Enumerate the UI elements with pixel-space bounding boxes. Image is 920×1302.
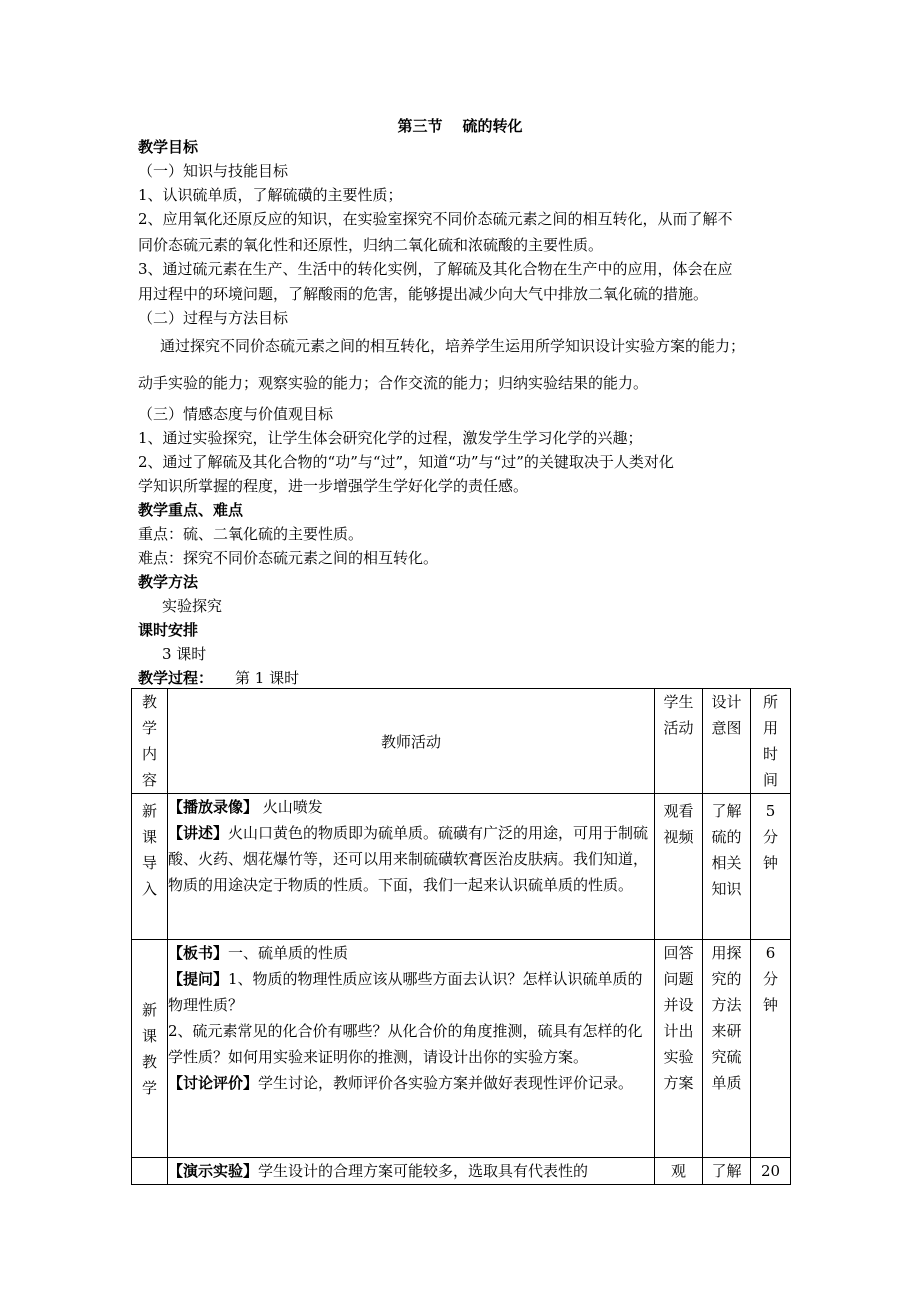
row2-time: 6分钟: [751, 940, 791, 1158]
row1-line2: 【讲述】火山口黄色的物质即为硫单质。硫磺有广泛的用途，可用于制硫酸、火药、烟花爆竹等，还可以用来制硫磺软膏医治皮肤病。我们知道，物质的用途决定于物质的性质。下面，我们一起来认识硫单质的性质。: [168, 824, 649, 894]
process-heading-label: 教学过程：: [138, 669, 214, 687]
process-text-b: 动手实验的能力；观察实验的能力；合作交流的能力；归纳实验结果的能力。: [138, 374, 649, 392]
row3-student-activity: 观: [655, 1158, 703, 1185]
section-title: 硫的转化: [462, 117, 523, 135]
table-row: [132, 794, 791, 940]
teaching-process-table: [131, 688, 791, 1185]
row2-content: 新课教学: [132, 940, 168, 1158]
knowledge-item-2b: 同价态硫元素的氧化性和还原性，归纳二氧化硫和浓硫酸的主要性质。: [138, 236, 604, 254]
key-points-heading: 教学重点、难点: [138, 501, 244, 519]
schedule-value: 3 课时: [162, 645, 207, 663]
knowledge-item-3a: 3、通过硫元素在生产、生活中的转化实例，了解硫及其化合物在生产中的应用，体会在应: [138, 260, 733, 278]
row2-design-intent: 用探究的方法来研究硫单质: [703, 940, 751, 1158]
row1-line1: 【播放录像】 火山喷发: [168, 798, 323, 816]
row3-time: 20: [751, 1158, 791, 1185]
key-point: 重点：硫、二氧化硫的主要性质。: [138, 525, 364, 543]
table-header-row: [132, 689, 791, 794]
row1-content: 新课导入: [132, 794, 168, 940]
difficult-point: 难点：探究不同价态硫元素之间的相互转化。: [138, 549, 439, 567]
page-title: [0, 115, 920, 136]
row2-line4: 【讨论评价】学生讨论，教师评价各实验方案并做好表现性评价记录。: [168, 1074, 634, 1092]
row3-design-intent: 了解: [703, 1158, 751, 1185]
table-row: [132, 1158, 791, 1185]
header-teacher-activity: 教师活动: [168, 689, 655, 794]
row3-content: [132, 1158, 168, 1185]
schedule-heading: 课时安排: [138, 621, 199, 639]
objectives-heading: 教学目标: [138, 138, 199, 156]
header-student-activity: 学生活动: [655, 689, 703, 794]
row1-teacher-activity: [168, 794, 655, 940]
table-row: [132, 940, 791, 1158]
section-number: 第三节: [397, 117, 443, 135]
knowledge-item-1: 1、认识硫单质，了解硫磺的主要性质；: [138, 186, 403, 204]
row2-line1: 【板书】一、硫单质的性质: [168, 944, 349, 962]
header-time: 所用时间: [751, 689, 791, 794]
header-content: 教学内容: [132, 689, 168, 794]
process-heading: （二）过程与方法目标: [138, 309, 289, 327]
emotion-item-2b: 学知识所掌握的程度，进一步增强学生学好化学的责任感。: [138, 477, 529, 495]
row1-time: 5分钟: [751, 794, 791, 940]
knowledge-item-3b: 用过程中的环境问题，了解酸雨的危害，能够提出减少向大气中排放二氧化硫的措施。: [138, 285, 709, 303]
row2-line3: 2、硫元素常见的化合价有哪些？从化合价的角度推测，硫具有怎样的化学性质？如何用实验来证明你的推测，请设计出你的实验方案。: [168, 1022, 643, 1066]
row3-line1: 【演示实验】学生设计的合理方案可能较多，选取具有代表性的: [168, 1162, 589, 1180]
emotion-heading: （三）情感态度与价值观目标: [138, 405, 334, 423]
row2-student-activity: 回答问题并设计出实验方案: [655, 940, 703, 1158]
row1-design-intent: 了解硫的相关知识: [703, 794, 751, 940]
row2-line2: 【提问】1、物质的物理性质应该从哪些方面去认识？怎样认识硫单质的物理性质？: [168, 970, 643, 1014]
knowledge-heading: （一）知识与技能目标: [138, 162, 289, 180]
header-design-intent: 设计意图: [703, 689, 751, 794]
row2-teacher-activity: [168, 940, 655, 1158]
lesson-number: 第 1 课时: [235, 669, 300, 687]
emotion-item-1: 1、通过实验探究，让学生体会研究化学的过程，激发学生学习化学的兴趣；: [138, 429, 643, 447]
row3-teacher-activity: [168, 1158, 655, 1185]
process-line: [138, 667, 299, 689]
emotion-item-2a: 2、通过了解硫及其化合物的“功”与“过”，知道“功”与“过”的关键取决于人类对化: [138, 453, 674, 471]
method-value: 实验探究: [162, 597, 223, 615]
knowledge-item-2a: 2、应用氧化还原反应的知识，在实验室探究不同价态硫元素之间的相互转化，从而了解不: [138, 210, 733, 228]
row1-student-activity: 观看视频: [655, 794, 703, 940]
method-heading: 教学方法: [138, 573, 199, 591]
process-text-a: 通过探究不同价态硫元素之间的相互转化，培养学生运用所学知识设计实验方案的能力；: [160, 337, 746, 355]
